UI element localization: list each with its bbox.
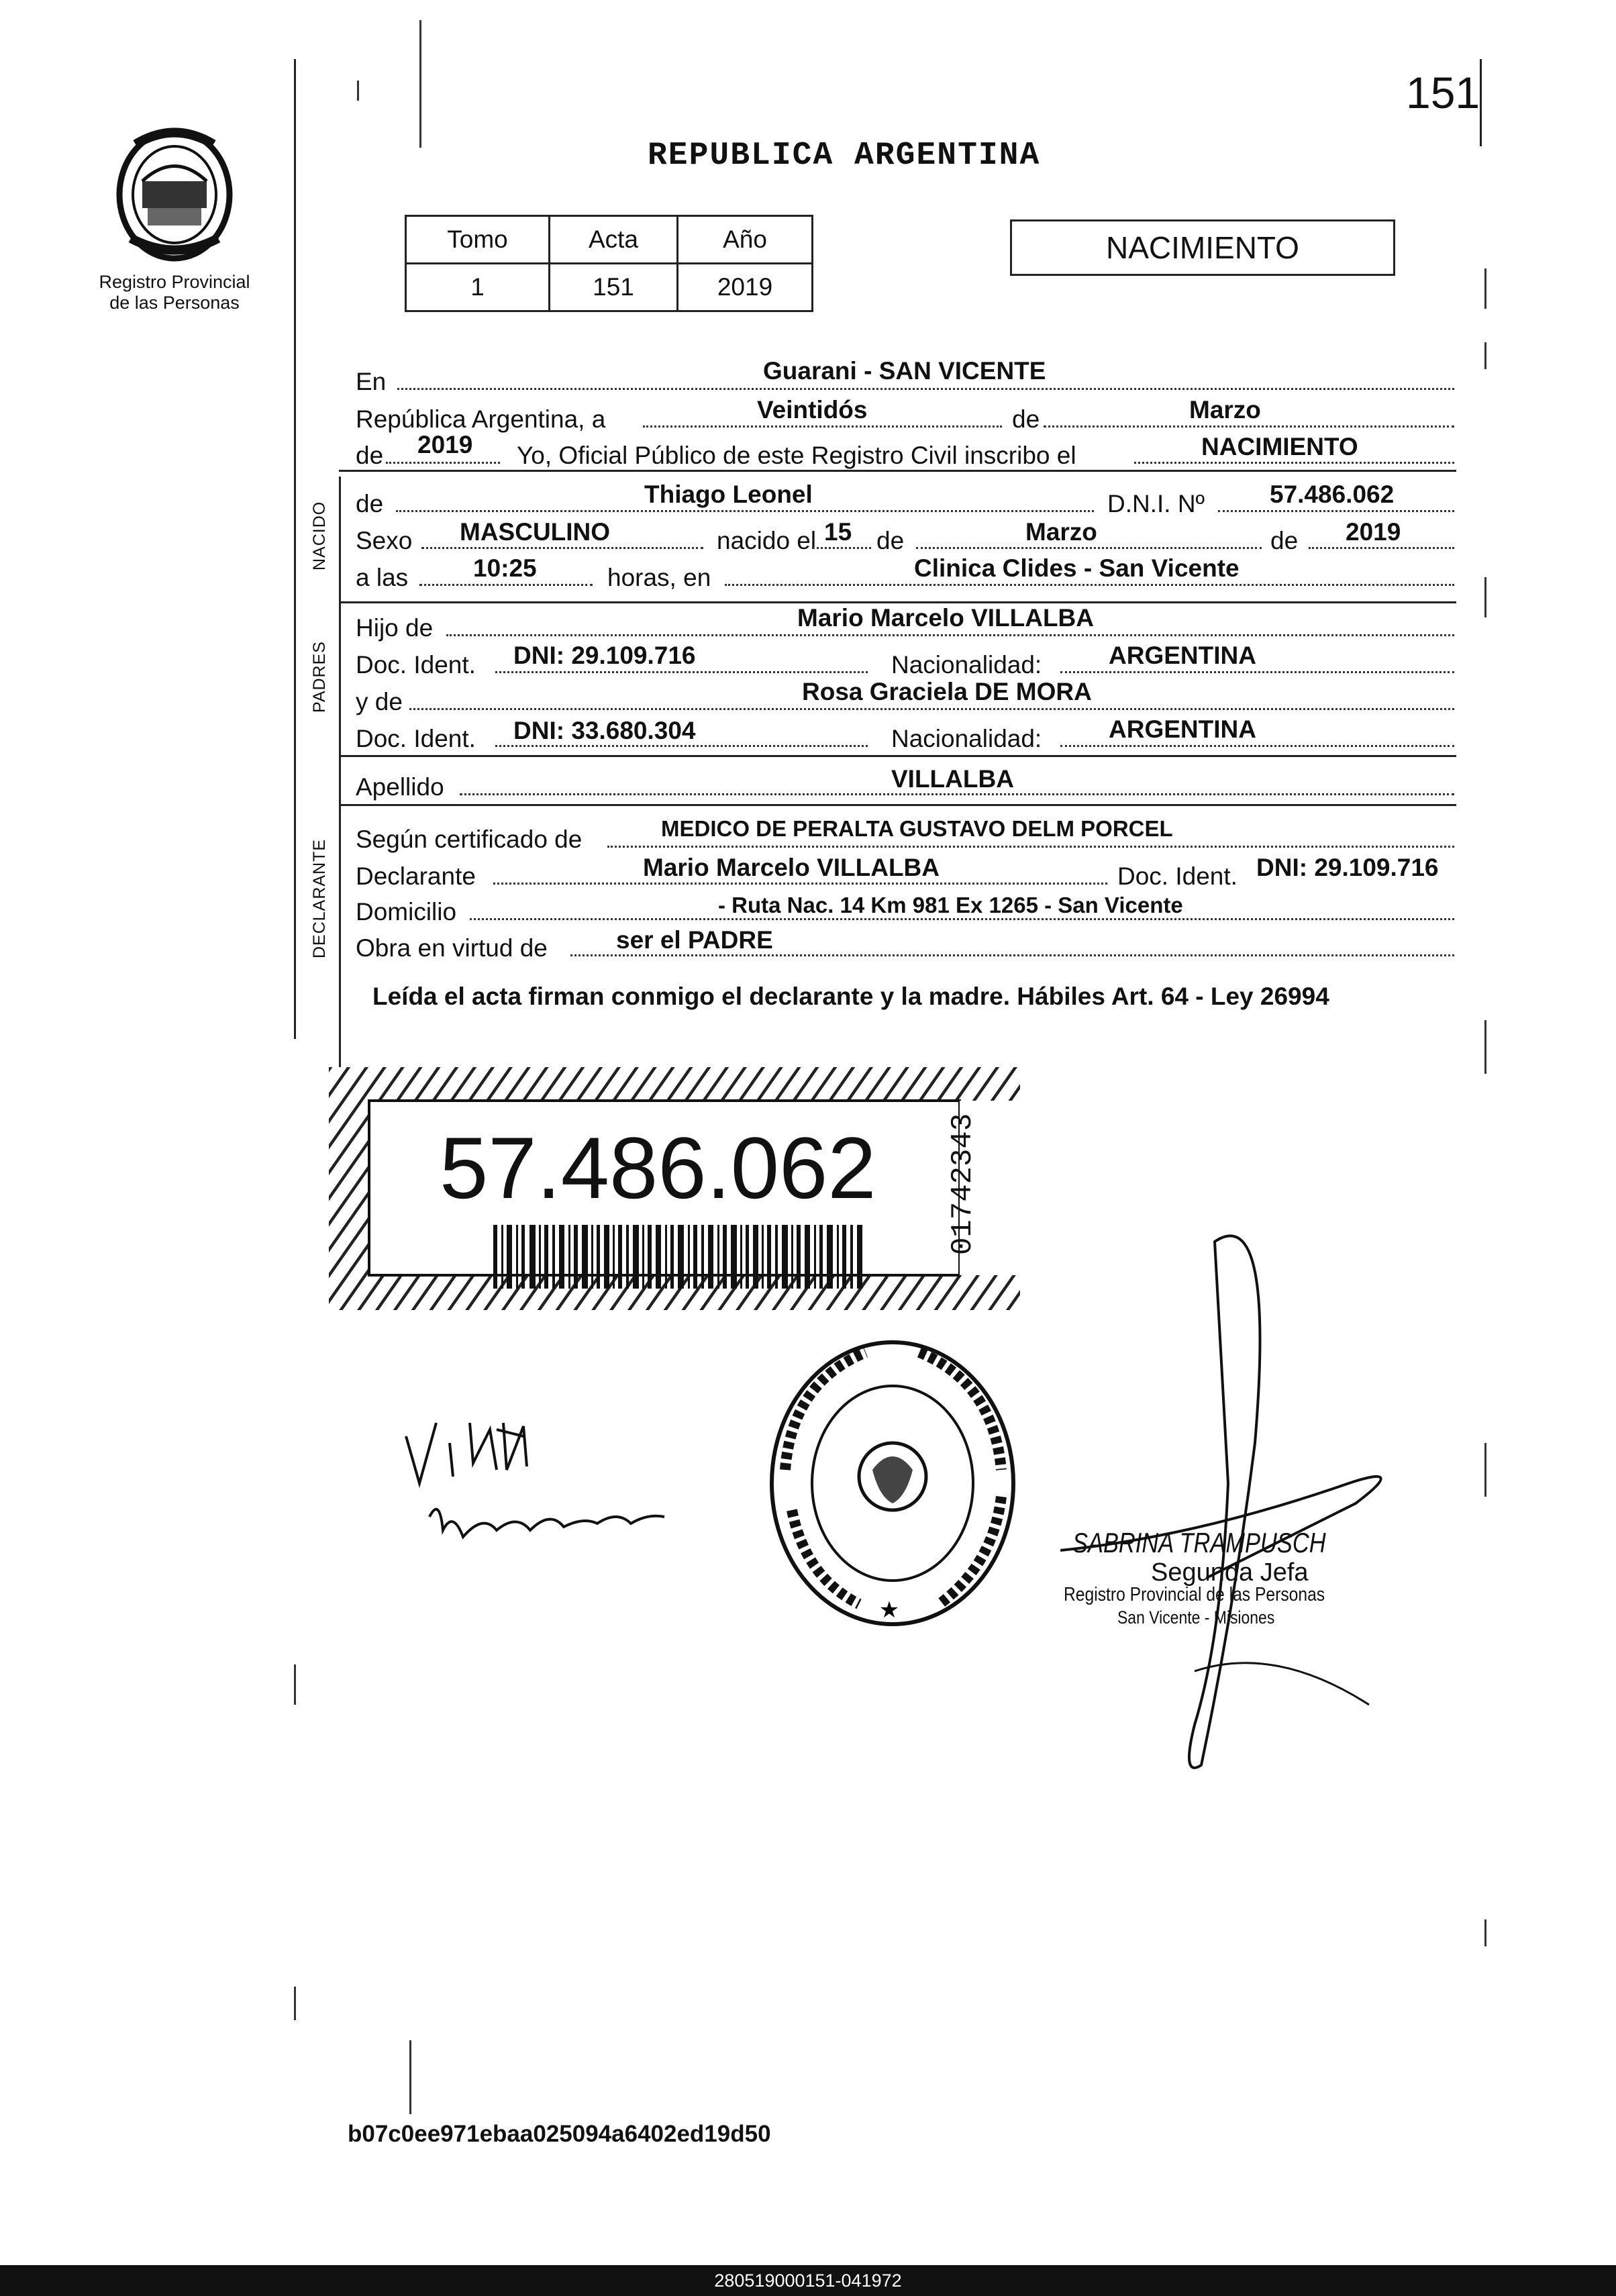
margin-dash (1484, 268, 1486, 309)
dotted-fill (419, 584, 593, 586)
padre-nac-value: ARGENTINA (1109, 642, 1256, 669)
de-label: de (1012, 405, 1040, 433)
dotted-fill (409, 708, 1454, 710)
dotted-fill (1309, 547, 1454, 549)
dni-value: 57.486.062 (1270, 481, 1395, 508)
margin-dash (1484, 1919, 1486, 1946)
dotted-fill (386, 462, 500, 464)
a-las-label: a las (356, 564, 409, 591)
sexo-value: MASCULINO (460, 518, 611, 546)
document-title: REPUBLICA ARGENTINA (648, 138, 1041, 174)
domicilio-value: - Ruta Nac. 14 Km 981 Ex 1265 - San Vicente (718, 893, 1183, 917)
footer-code: 280519000151-041972 (0, 2265, 1616, 2296)
nombre-value: Thiago Leonel (644, 481, 813, 508)
record-type-box: NACIMIENTO (1010, 219, 1395, 276)
birth-month-value: Marzo (1025, 518, 1097, 546)
registrar-role: Segunda Jefa (1151, 1558, 1309, 1587)
dotted-fill (493, 883, 1107, 885)
doc-label: Doc. Ident. (356, 651, 476, 679)
registrar-name: SABRINA TRAMPUSCH (1072, 1527, 1326, 1558)
dotted-fill (397, 388, 1454, 390)
horas-en-label: horas, en (607, 564, 711, 591)
padre-value: Mario Marcelo VILLALBA (797, 604, 1094, 632)
dotted-fill (916, 547, 1262, 549)
inscribe-type-value: NACIMIENTO (1201, 433, 1358, 460)
margin-dash (1484, 577, 1486, 617)
registrar-signature (1060, 1201, 1436, 1795)
declarante-value: Mario Marcelo VILLALBA (643, 854, 940, 881)
left-margin-line (294, 59, 296, 1039)
logo-caption: de las Personas (109, 293, 240, 313)
obra-label: Obra en virtud de (356, 934, 548, 962)
certificado-value: MEDICO DE PERALTA GUSTAVO DELM PORCEL (661, 816, 1173, 841)
side-label-declarante: DECLARANTE (310, 838, 329, 958)
logo-caption: Registro Provincial (99, 272, 250, 292)
dotted-fill (643, 426, 1002, 428)
dotted-fill (607, 846, 1454, 848)
hora-value: 10:25 (473, 554, 537, 582)
madre-value: Rosa Graciela DE MORA (802, 678, 1092, 705)
dotted-fill (812, 547, 871, 549)
tomo-value: 1 (406, 264, 550, 311)
obra-value: ser el PADRE (616, 926, 773, 954)
margin-dash (409, 2040, 411, 2114)
hijo-label: Hijo de (356, 614, 434, 642)
oficial-text: Yo, Oficial Público de este Registro Civil inscribo el (517, 442, 1076, 469)
serial-number: 01742343 (946, 1113, 980, 1255)
apellido-label: Apellido (356, 773, 444, 801)
document-hash: b07c0ee971ebaa025094a6402ed19d50 (348, 2121, 771, 2147)
madre-doc-value: DNI: 33.680.304 (513, 717, 696, 744)
margin-dash (294, 1664, 296, 1705)
de-label: de (356, 442, 384, 469)
dotted-fill (446, 634, 1454, 636)
republica-label: República Argentina, a (356, 405, 606, 433)
dotted-fill (396, 510, 1094, 512)
nac-label: Nacionalidad: (891, 725, 1042, 752)
acta-value: 151 (550, 264, 678, 311)
margin-dash (357, 81, 359, 101)
birth-de2-label: de (1270, 527, 1299, 554)
dotted-fill (1060, 671, 1454, 673)
margin-dash (1484, 342, 1486, 369)
anio-value: 2019 (678, 264, 813, 311)
official-stamp (765, 1336, 1020, 1634)
dotted-fill (495, 671, 868, 673)
doc-label: Doc. Ident. (356, 725, 476, 752)
declarante-label: Declarante (356, 862, 476, 890)
declarant-signature (389, 1396, 698, 1574)
table-header: Año (678, 216, 813, 264)
record-table (405, 215, 813, 312)
margin-dash (1484, 1443, 1486, 1497)
section-divider (339, 470, 1456, 472)
dotted-fill (470, 918, 1454, 920)
lugar-value: Clinica Clides - San Vicente (914, 554, 1240, 582)
dotted-fill (1134, 462, 1454, 464)
registrar-location: San Vicente - Misiones (1117, 1607, 1275, 1628)
dotted-fill (725, 584, 1454, 586)
birth-day-value: 15 (824, 518, 852, 546)
section-divider (339, 804, 1456, 806)
decl-doc-label: Doc. Ident. (1117, 862, 1238, 890)
madre-nac-value: ARGENTINA (1109, 715, 1256, 743)
dotted-fill (421, 547, 703, 549)
dotted-fill (495, 745, 868, 747)
dni-label: D.N.I. Nº (1107, 490, 1205, 517)
dotted-fill (1060, 745, 1454, 747)
year-value: 2019 (417, 431, 473, 458)
dotted-fill (1044, 426, 1454, 428)
dotted-fill (570, 954, 1454, 956)
apellido-value: VILLALBA (891, 765, 1014, 793)
id-number: 57.486.062 (440, 1119, 876, 1217)
legal-note: Leída el acta firman conmigo el declarante y la madre. Hábiles Art. 64 - Ley 26994 (372, 983, 1329, 1010)
svg-text:★: ★ (878, 1597, 900, 1624)
place-value: Guarani - SAN VICENTE (763, 357, 1046, 385)
barcode-icon (493, 1225, 869, 1292)
dotted-fill (460, 793, 1454, 795)
margin-dash (419, 20, 421, 148)
month-value: Marzo (1189, 396, 1261, 423)
table-header: Acta (550, 216, 678, 264)
domicilio-label: Domicilio (356, 898, 457, 926)
dotted-fill (1218, 510, 1454, 512)
coat-of-arms-icon (94, 124, 255, 268)
table-row (406, 216, 813, 264)
nombre-label: de (356, 490, 384, 517)
y-de-label: y de (356, 688, 403, 715)
margin-dash (294, 1987, 296, 2020)
right-margin-line (1480, 59, 1482, 146)
page-number: 151 (1406, 68, 1480, 117)
table-header: Tomo (406, 216, 550, 264)
margin-dash (1484, 1020, 1486, 1074)
certificado-label: Según certificado de (356, 826, 583, 853)
sexo-label: Sexo (356, 527, 413, 554)
registrar-office: Registro Provincial de las Personas (1064, 1584, 1325, 1605)
nac-label: Nacionalidad: (891, 651, 1042, 679)
province-seal-logo (94, 124, 255, 319)
en-label: En (356, 368, 387, 395)
section-divider (339, 755, 1456, 757)
birth-year-value: 2019 (1346, 518, 1401, 546)
declarante-doc-value: DNI: 29.109.716 (1256, 854, 1439, 881)
section-divider (339, 601, 1456, 603)
padre-doc-value: DNI: 29.109.716 (513, 642, 696, 669)
table-row (406, 264, 813, 311)
side-label-padres: PADRES (310, 641, 329, 713)
nacido-label: nacido el (717, 527, 817, 554)
day-words-value: Veintidós (757, 396, 868, 423)
birth-de-label: de (876, 527, 905, 554)
side-label-nacido: NACIDO (310, 501, 329, 570)
